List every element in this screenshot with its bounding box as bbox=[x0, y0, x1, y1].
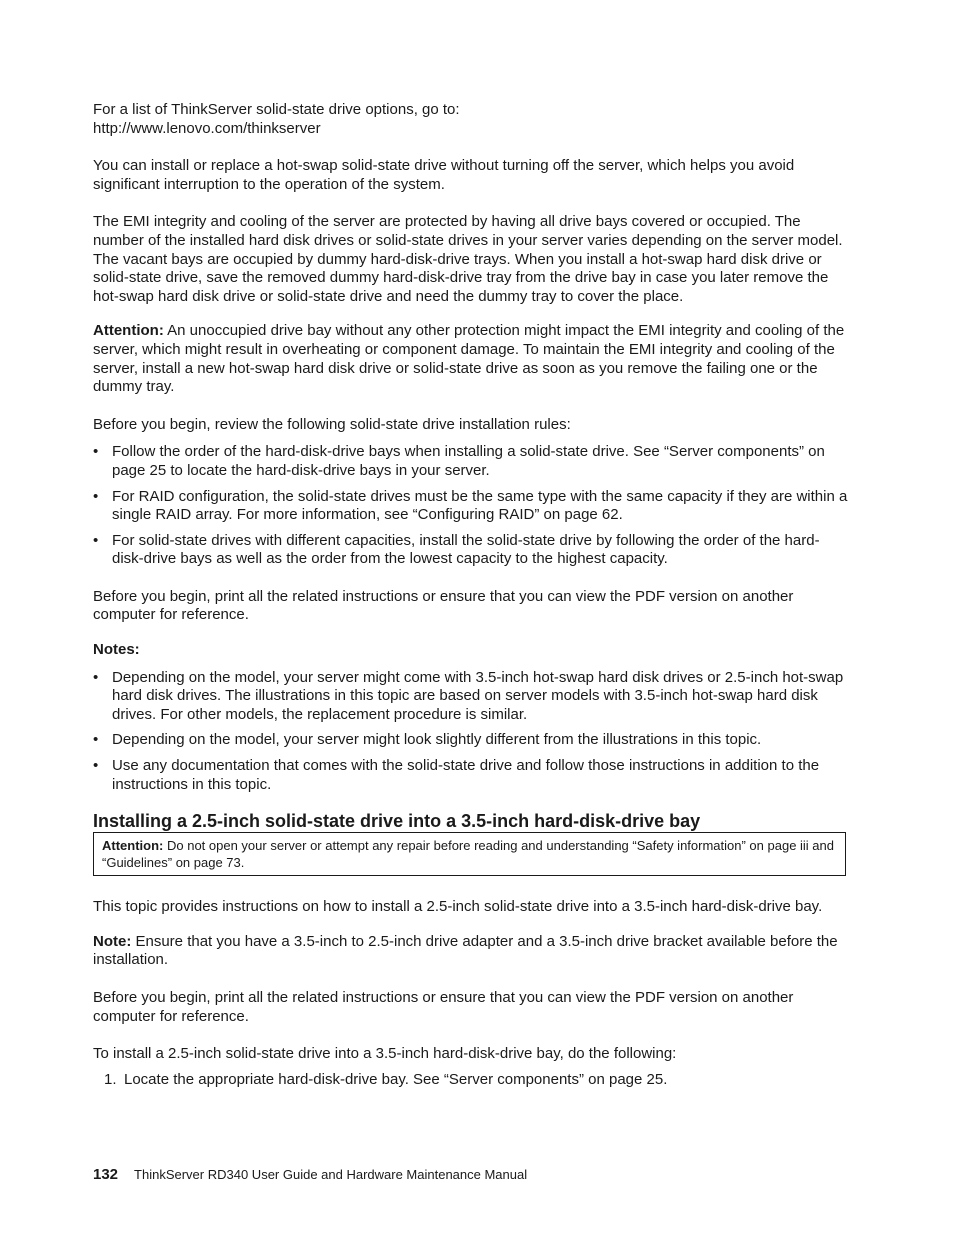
rule-item: • For RAID configuration, the solid-state drives must be the same type with the same capacity if they are within a single RAID array. For more information, see “Configuring RAID” on page 62. bbox=[93, 488, 849, 525]
rule-item: • Follow the order of the hard-disk-drive bays when installing a solid-state drive. See “Server components” on page 25 to locate the hard-disk-drive bays in your server. bbox=[93, 443, 849, 480]
section-print-paragraph: Before you begin, print all the related instructions or ensure that you can view the PDF version on another computer for reference. bbox=[93, 989, 794, 1025]
page-body bbox=[93, 101, 849, 1089]
rule-item: • For solid-state drives with different capacities, install the solid-state drive by following the order of the hard-disk-drive bays as well as the order from the lowest capacity to the highest capacity. bbox=[93, 532, 849, 569]
hotswap-paragraph: You can install or replace a hot-swap solid-state drive without turning off the server, which helps you avoid significant interruption to the operation of the system. bbox=[93, 157, 795, 193]
box-attention-label: Attention: bbox=[102, 838, 164, 854]
manual-title: ThinkServer RD340 User Guide and Hardware Maintenance Manual bbox=[134, 1167, 528, 1182]
step-text: Locate the appropriate hard-disk-drive bay. See “Server components” on page 25. bbox=[124, 1070, 668, 1088]
steps-intro: To install a 2.5-inch solid-state drive into a 3.5-inch hard-disk-drive bay, do the following: bbox=[93, 1045, 677, 1063]
note-text: Ensure that you have a 3.5-inch to 2.5-inch drive adapter and a 3.5-inch drive bracket available before the installation. bbox=[93, 932, 838, 969]
notes-list bbox=[93, 669, 849, 795]
print-paragraph: Before you begin, print all the related instructions or ensure that you can view the PDF version on another computer for reference. bbox=[93, 587, 794, 624]
page-footer bbox=[93, 1166, 527, 1184]
note-label: Note: bbox=[93, 932, 132, 950]
note-item: • Depending on the model, your server might look slightly different from the illustrations in this topic. bbox=[93, 731, 849, 750]
step-number: 1. bbox=[104, 1070, 117, 1088]
rules-intro: Before you begin, review the following solid-state drive installation rules: bbox=[93, 415, 571, 433]
safety-attention-box bbox=[93, 832, 846, 876]
thinkserver-link[interactable]: http://www.lenovo.com/thinkserver bbox=[93, 119, 321, 137]
note-paragraph bbox=[93, 933, 849, 970]
notes-label: Notes: bbox=[93, 641, 140, 659]
options-line: For a list of ThinkServer solid-state drive options, go to: bbox=[93, 101, 460, 118]
page-number: 132 bbox=[93, 1166, 119, 1183]
step-item bbox=[93, 1071, 849, 1090]
attention-paragraph bbox=[93, 322, 849, 396]
section-heading: Installing a 2.5-inch solid-state drive into a 3.5-inch hard-disk-drive bay bbox=[93, 811, 701, 832]
attention-text: An unoccupied drive bay without any other protection might impact the EMI integrity and cooling of the server, which might result in overheating or component damage. To maintain the EMI integrity and cooling of the server, install a new hot-swap hard disk drive or solid-state drive as soon as you remove the failing one or the dummy tray. bbox=[93, 322, 845, 396]
box-attention-text: Do not open your server or attempt any repair before reading and understanding “Safety information” on page iii and “Guidelines” on page 73. bbox=[102, 838, 834, 871]
rules-list bbox=[93, 443, 849, 569]
note-item: • Depending on the model, your server might come with 3.5-inch hot-swap hard disk drives or 2.5-inch hot-swap hard disk drives. The illustrations in this topic are based on server models with 3.5-inch hot-swap hard disk drives. For other models, the replacement procedure is similar. bbox=[93, 669, 849, 725]
topic-paragraph: This topic provides instructions on how to install a 2.5-inch solid-state drive into a 3.5-inch hard-disk-drive bay. bbox=[93, 898, 823, 916]
steps-list bbox=[93, 1071, 849, 1090]
note-item: • Use any documentation that comes with the solid-state drive and follow those instructions in addition to the instructions in this topic. bbox=[93, 757, 849, 794]
emi-paragraph: The EMI integrity and cooling of the server are protected by having all drive bays covered or occupied. The number of the installed hard disk drives or solid-state drives in your server varies depending on the server model. The vacant bays are occupied by dummy hard-disk-drive trays. When you install a hot-swap hard disk drive or solid-state drive, save the removed dummy hard-disk-drive tray from the drive bay in case you later remove the hot-swap hard disk drive or solid-state drive and need the dummy tray to cover the place. bbox=[93, 213, 843, 305]
attention-label: Attention: bbox=[93, 322, 164, 340]
